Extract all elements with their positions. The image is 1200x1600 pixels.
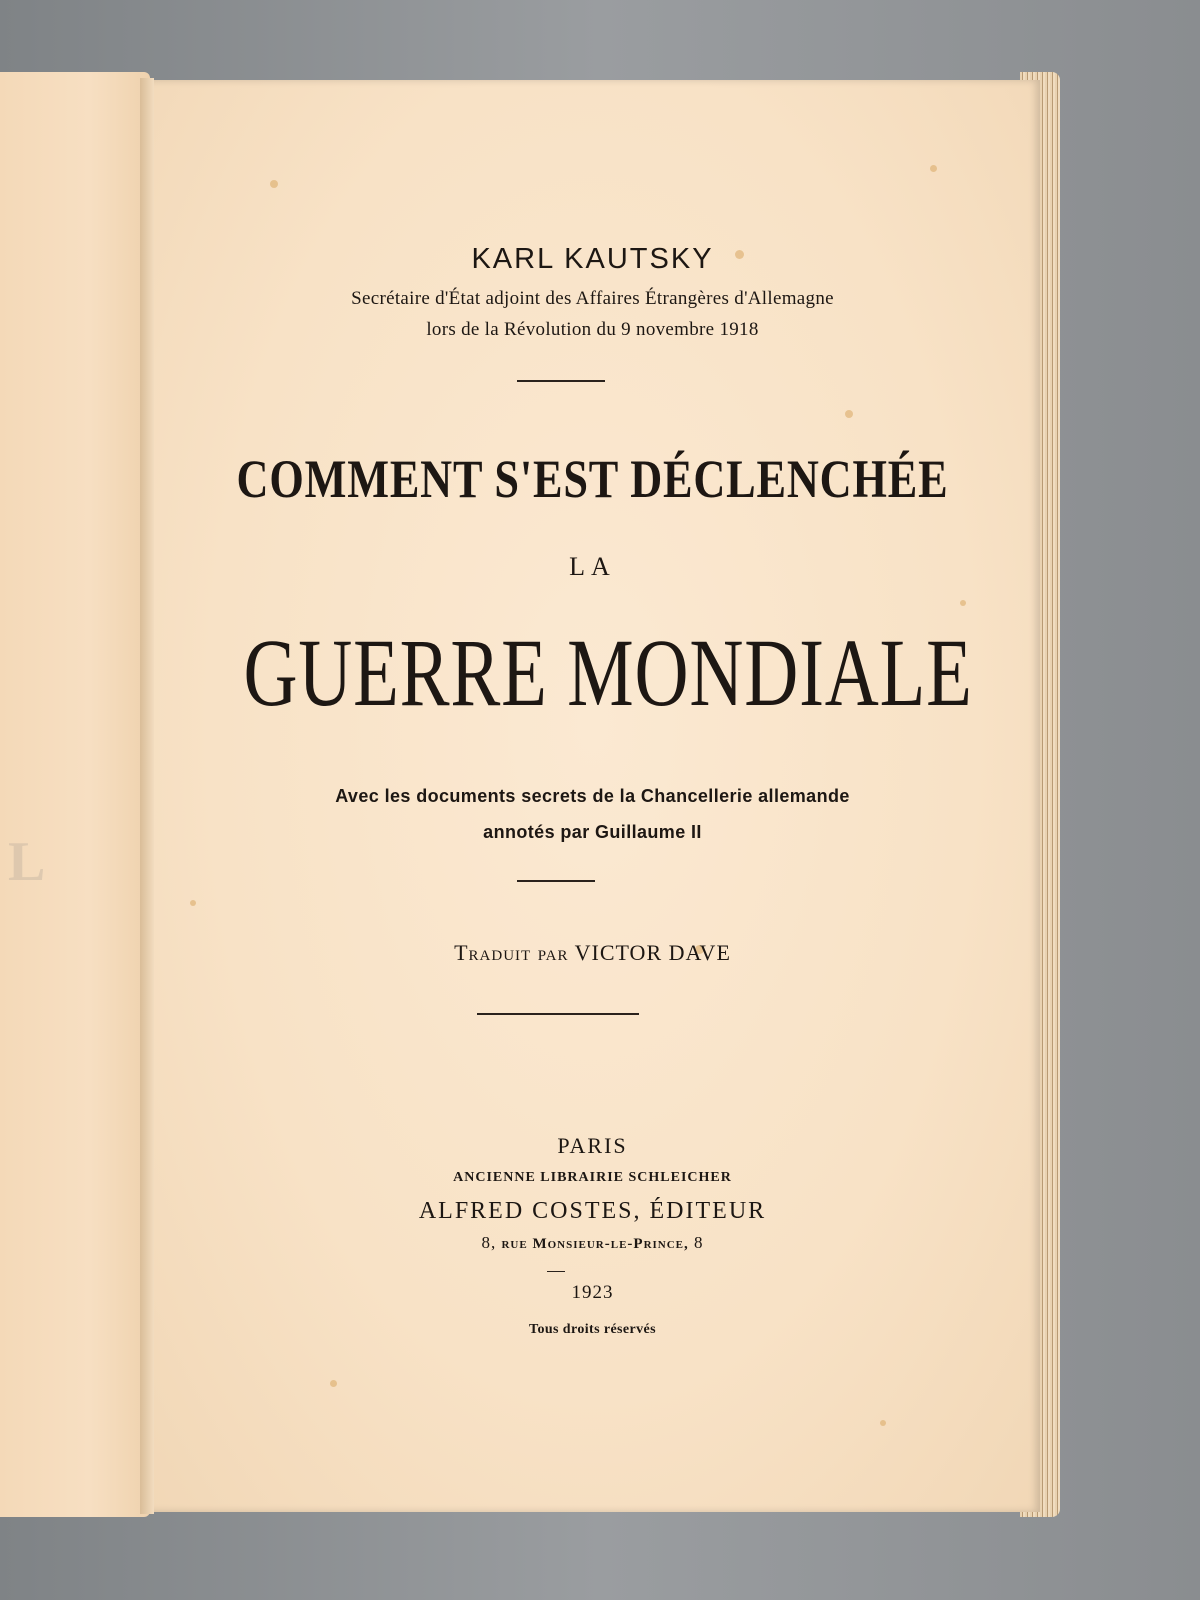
foxing-spot: [845, 410, 853, 418]
divider-rule: [517, 880, 595, 882]
divider-rule: [477, 1013, 639, 1015]
address-number: 8,: [481, 1233, 497, 1252]
foxing-spot: [960, 600, 966, 606]
left-page-show-through: L: [8, 831, 46, 893]
divider-rule: [517, 380, 605, 382]
publisher-address: [145, 1233, 1040, 1253]
title-main: GUERRE MONDIALE: [243, 619, 973, 726]
foxing-spot: [330, 1380, 337, 1387]
publication-year: 1923: [571, 1282, 614, 1303]
translator-credit: [145, 940, 1040, 966]
publisher: ALFRED COSTES, ÉDITEUR: [418, 1198, 767, 1224]
address-street: rue Monsieur-le-Prince,: [501, 1236, 689, 1252]
foxing-spot: [270, 180, 278, 188]
rights-notice: Tous droits réservés: [529, 1322, 656, 1337]
title-line1: COMMENT S'EST DÉCLENCHÉE: [236, 449, 949, 509]
author-role-line1: Secrétaire d'État adjoint des Affaires Étrangères d'Allemagne: [351, 288, 834, 309]
foxing-spot: [190, 900, 196, 906]
title-line2: LA: [569, 552, 616, 581]
description-line1: Avec les documents secrets de la Chancellerie allemande: [335, 786, 850, 806]
foxing-spot: [930, 165, 937, 172]
author-role-line2: lors de la Révolution du 9 novembre 1918: [426, 319, 759, 340]
author-name: KARL KAUTSKY: [471, 243, 714, 275]
translator-name: VICTOR DAVE: [574, 940, 731, 965]
bookseller: ANCIENNE LIBRAIRIE SCHLEICHER: [453, 1170, 732, 1185]
address-number: 8: [694, 1233, 704, 1252]
divider-rule: [547, 1271, 565, 1272]
foxing-spot: [880, 1420, 886, 1426]
description-line2: annotés par Guillaume II: [483, 822, 702, 842]
left-page: [0, 72, 150, 1517]
translated-by-label: Traduit par: [454, 940, 569, 965]
publication-city: PARIS: [557, 1133, 628, 1158]
